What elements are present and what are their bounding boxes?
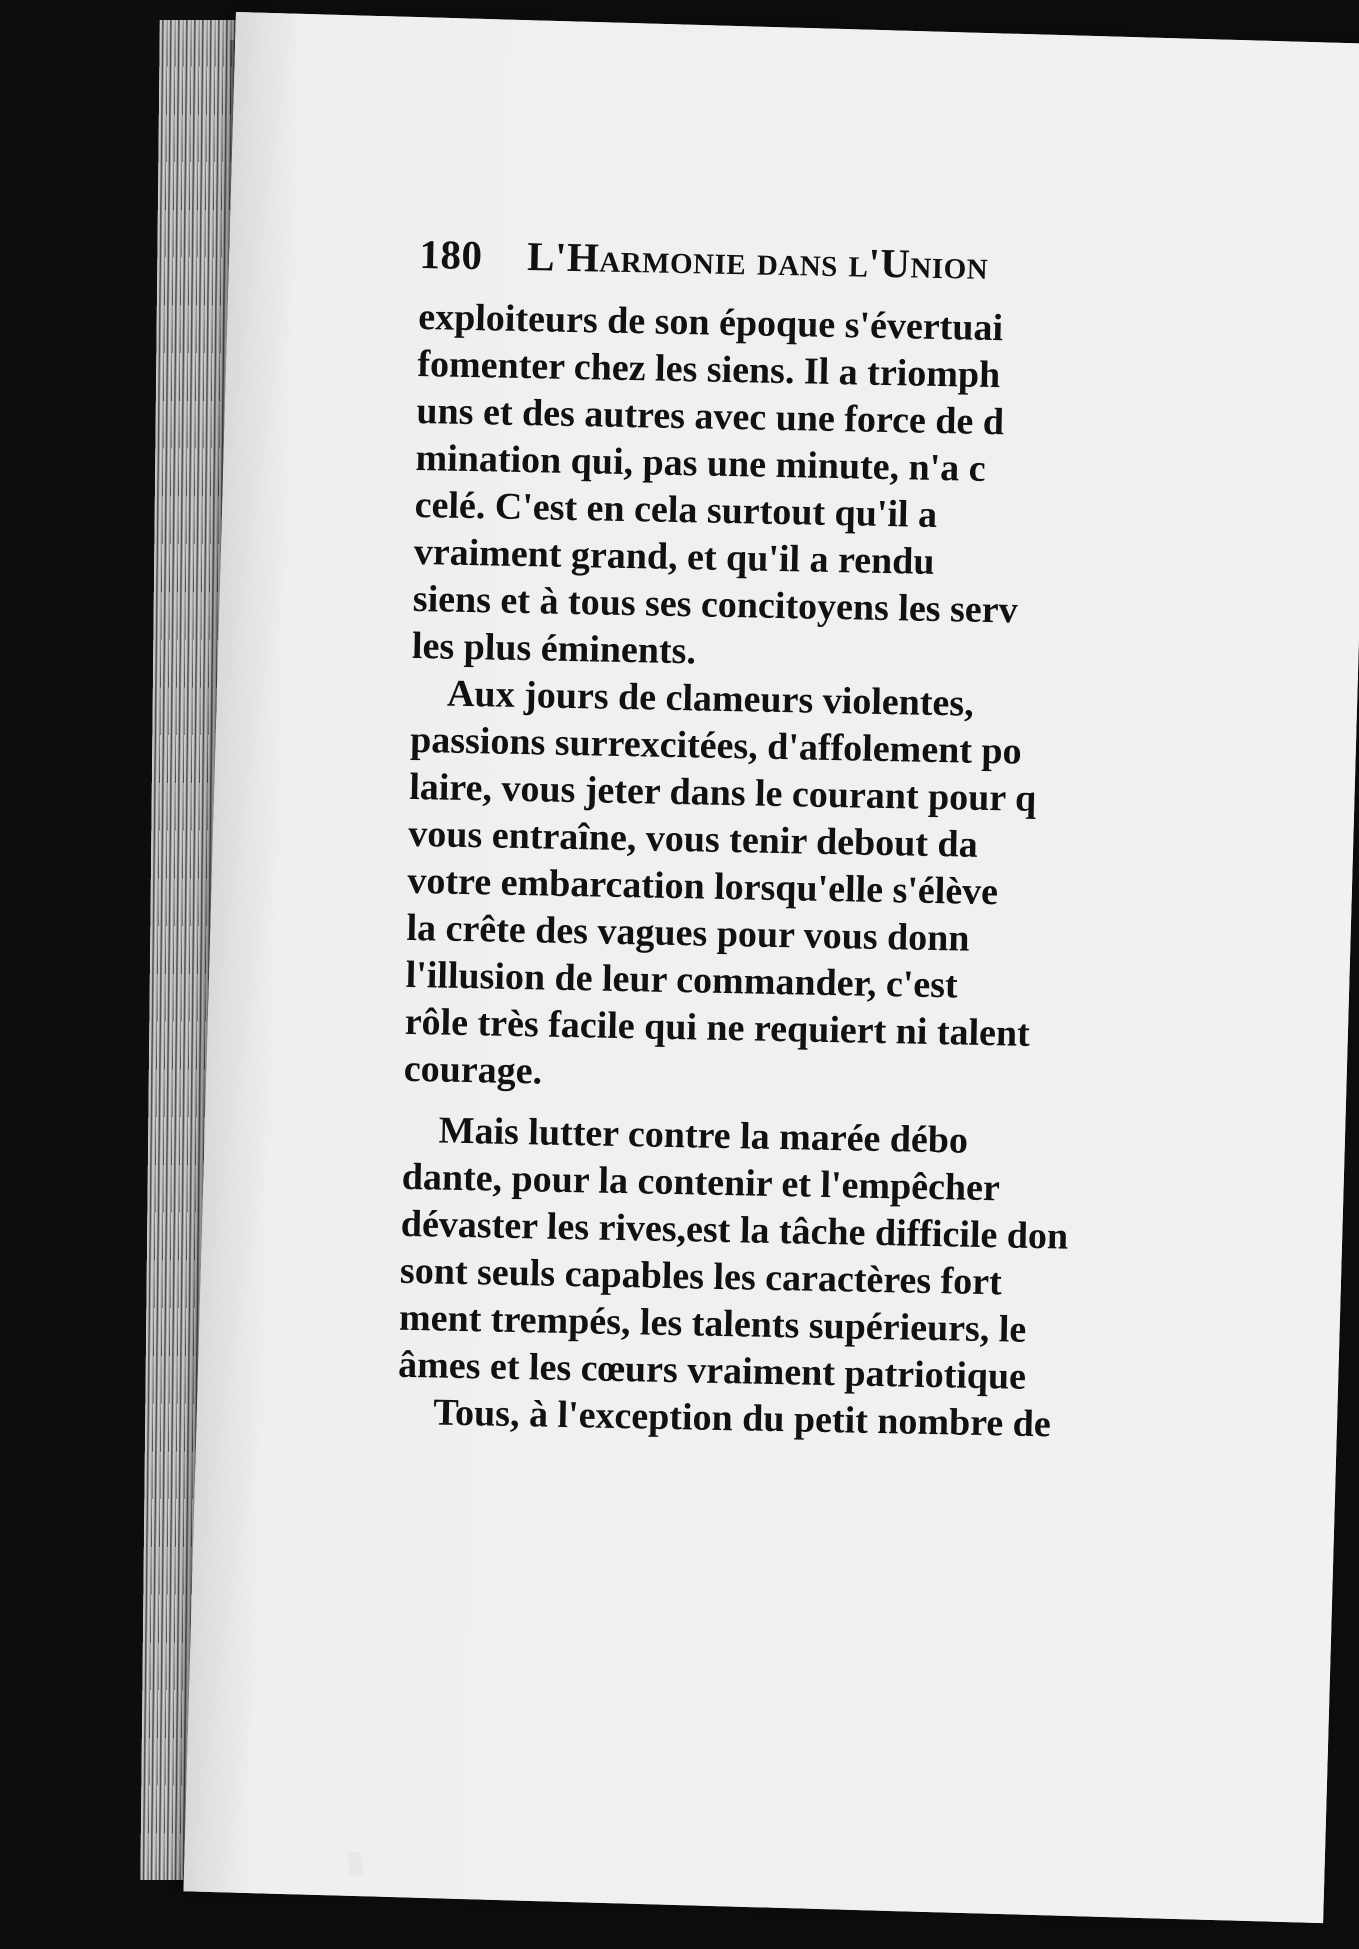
running-head-title: L'Harmonie dans l'Union bbox=[526, 233, 989, 288]
text-line: Aux jours de clameurs violentes, bbox=[446, 672, 975, 725]
text-line: celé. C'est en cela surtout qu'il a bbox=[414, 483, 938, 536]
text-line: ment trempés, les talents supérieurs, le bbox=[398, 1296, 1027, 1351]
text-line: courage. bbox=[403, 1047, 543, 1093]
text-line: les plus éminents. bbox=[411, 624, 697, 673]
text-line: uns et des autres avec une force de d bbox=[416, 389, 1005, 444]
text-line: l'illusion de leur commander, c'est bbox=[405, 953, 959, 1007]
text-line: laire, vous jeter dans le courant pour q bbox=[408, 765, 1037, 820]
text-line: sont seuls capables les caractères fort bbox=[399, 1249, 1003, 1304]
text-line: vous entraîne, vous tenir debout da bbox=[408, 812, 979, 866]
text-line: âmes et les cœurs vraiment patriotique bbox=[397, 1343, 1027, 1398]
text-line: mination qui, pas une minute, n'a c bbox=[415, 436, 987, 490]
text-line: dévaster les rives,est la tâche difficile don bbox=[400, 1202, 1069, 1258]
text-line: vraiment grand, et qu'il a rendu bbox=[413, 530, 935, 583]
text-line: votre embarcation lorsqu'elle s'élève bbox=[407, 859, 999, 914]
text-line: Tous, à l'exception du petit nombre de bbox=[432, 1391, 1052, 1446]
page-number: 180 bbox=[419, 230, 483, 279]
text-line: rôle très facile qui ne requiert ni talent bbox=[404, 1000, 1031, 1055]
text-line: passions surrexcitées, d'affolement po bbox=[409, 718, 1022, 773]
text-block bbox=[397, 230, 1359, 1454]
text-line: exploiteurs de son époque s'évertuai bbox=[417, 295, 1004, 350]
text-line: dante, pour la contenir et l'empêcher bbox=[401, 1155, 1001, 1210]
text-line: la crête des vagues pour vous donn bbox=[406, 906, 970, 960]
text-line: fomenter chez les siens. Il a triomph bbox=[417, 342, 1001, 397]
body-text bbox=[397, 294, 1359, 1454]
text-line: Mais lutter contre la marée débo bbox=[438, 1109, 969, 1162]
text-line: siens et à tous ses concitoyens les serv bbox=[412, 577, 1018, 632]
